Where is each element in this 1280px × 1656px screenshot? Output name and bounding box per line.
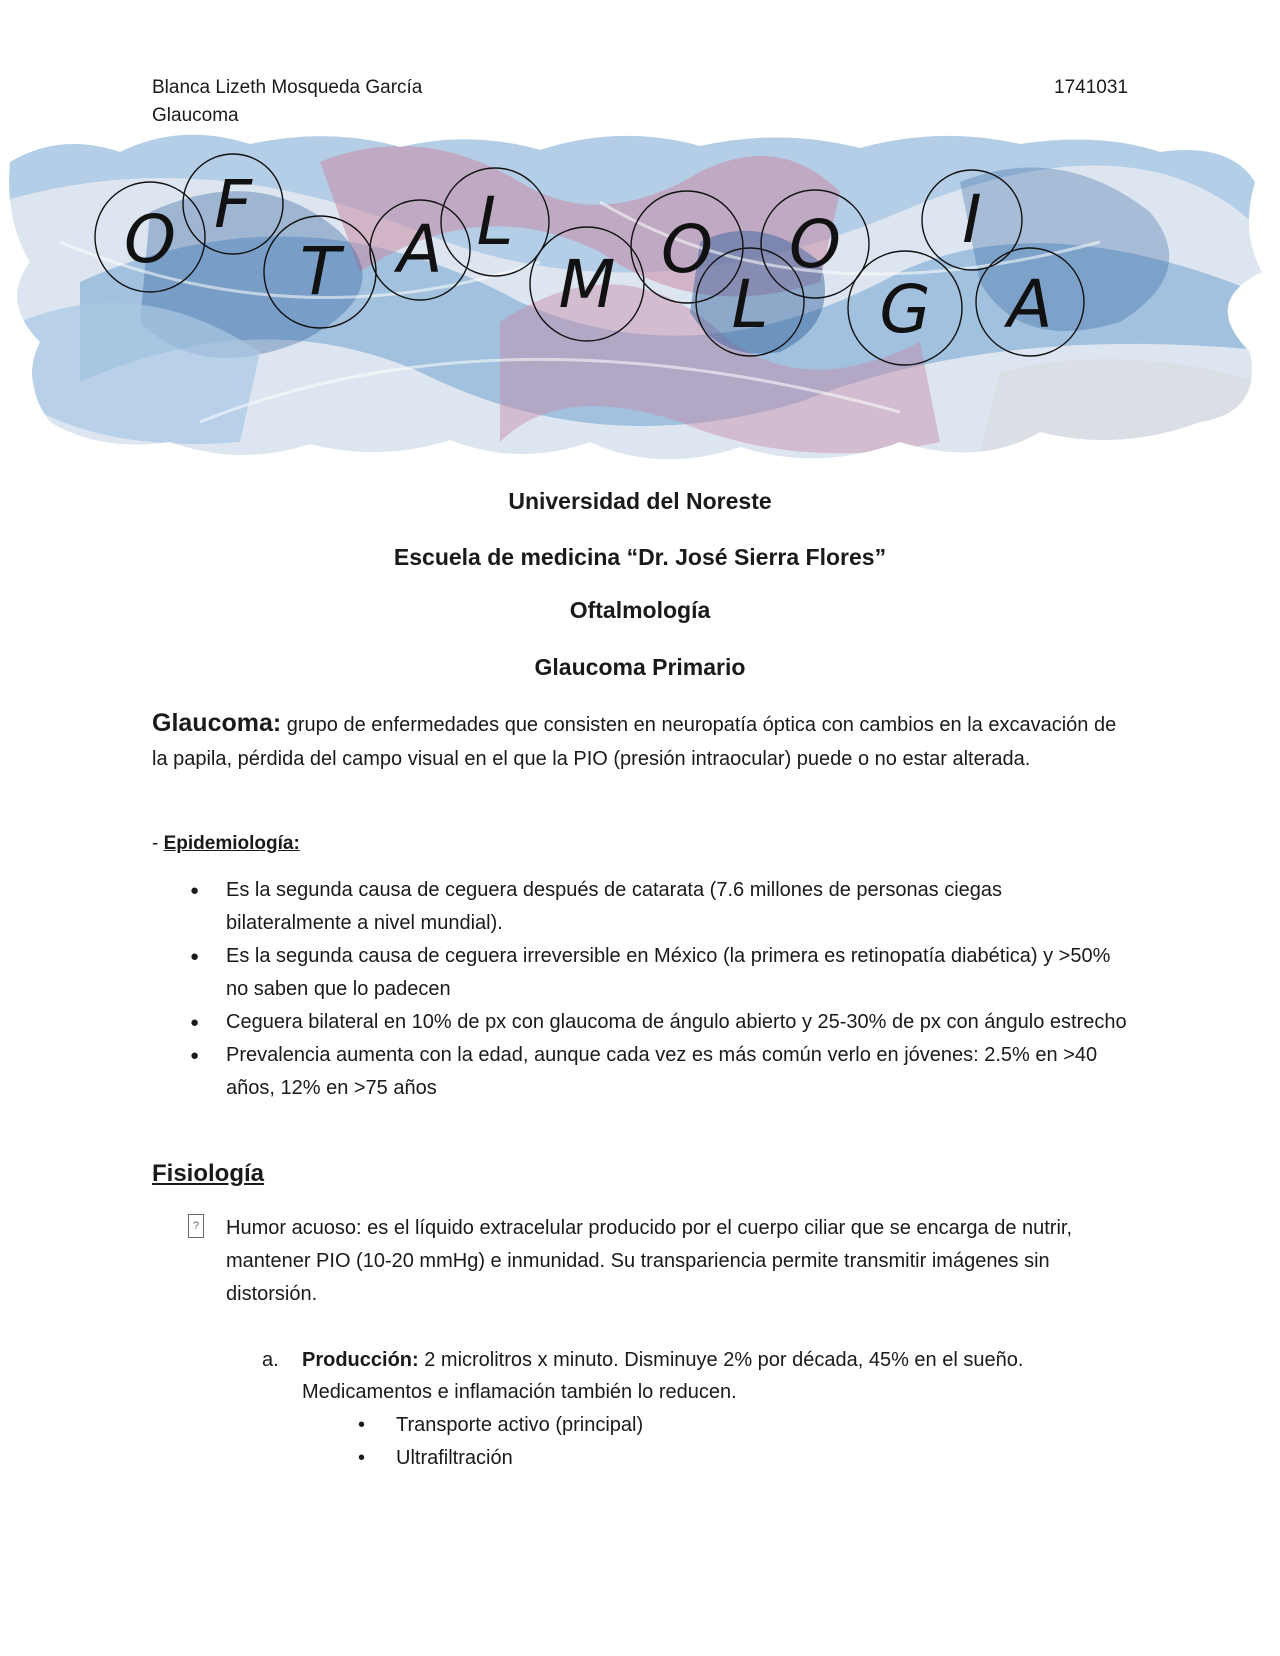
definition-text: grupo de enfermedades que consisten en neuropatía óptica con cambios en la excavación de la papila, pérdida del campo visual en el que la PIO (presión intraocular) puede o no estar alterada. <box>152 714 1117 770</box>
list-item <box>152 874 1132 940</box>
physiology-heading: Fisiología <box>152 1160 265 1187</box>
bullet-icon: ● <box>190 948 200 965</box>
subject-title: Oftalmología <box>569 597 711 623</box>
banner-letter-10: G <box>879 271 931 348</box>
epidemiology-item-text: Ceguera bilateral en 10% de px con glaucoma de ángulo abierto y 25-30% de px con ángulo estrecho <box>226 1011 1127 1033</box>
banner-letter-9: O <box>789 206 841 283</box>
epidemiology-heading <box>152 830 300 858</box>
banner-letter-1: O <box>124 201 176 278</box>
topic-title: Glaucoma Primario <box>534 654 746 680</box>
list-item <box>356 1442 643 1475</box>
bullet-icon: ● <box>190 882 200 899</box>
student-id: 1741031 <box>1054 77 1128 98</box>
epidemiology-prefix: - <box>152 833 164 854</box>
university-title: Universidad del Noreste <box>508 488 772 514</box>
epidemiology-item-text: Es la segunda causa de ceguera después de catarata (7.6 millones de personas ciegas bilateralmente a nivel mundial). <box>226 879 1003 934</box>
header-topic: Glaucoma <box>152 105 239 126</box>
list-item <box>152 1006 1132 1039</box>
banner-letter-5: L <box>476 183 514 260</box>
banner-letter-3: T <box>299 233 341 310</box>
production-sublist <box>356 1409 643 1475</box>
list-item <box>356 1409 643 1442</box>
missing-glyph-icon: ? <box>188 1214 204 1238</box>
production-item <box>262 1344 1122 1408</box>
banner-letter-4: A <box>397 211 443 288</box>
item-marker: a. <box>262 1349 279 1371</box>
banner-letter-2: F <box>214 166 252 243</box>
definition-term: Glaucoma: <box>152 709 282 737</box>
glaucoma-definition <box>152 706 1132 776</box>
banner-letter-8: L <box>731 266 769 343</box>
humor-acuoso-item <box>152 1212 1132 1311</box>
banner-letter-7: O <box>661 211 713 288</box>
author-name: Blanca Lizeth Mosqueda García <box>152 77 423 98</box>
humor-text: Humor acuoso: es el líquido extracelular producido por el cuerpo ciliar que se encarga de nutrir, mantener PIO (10-20 mmHg) e inmunidad. Su transpariencia permite transmitir imágenes sin distorsión. <box>226 1217 1073 1305</box>
epidemiology-item-text: Es la segunda causa de ceguera irreversible en México (la primera es retinopatía diabética) y >50% no saben que lo padecen <box>226 945 1111 1000</box>
school-title: Escuela de medicina “Dr. José Sierra Flores” <box>393 544 887 570</box>
production-subitem-text: Transporte activo (principal) <box>396 1414 644 1436</box>
oftalmologia-banner <box>0 122 1280 482</box>
list-item <box>152 940 1132 1006</box>
banner-letter-12: A <box>1007 266 1053 343</box>
bullet-icon: ● <box>190 1014 200 1031</box>
production-subitem-text: Ultrafiltración <box>396 1447 513 1469</box>
bullet-icon: ● <box>190 1047 200 1064</box>
bullet-icon: • <box>358 1414 366 1436</box>
production-text: 2 microlitros x minuto. Disminuye 2% por década, 45% en el sueño. Medicamentos e inflamación también lo reducen. <box>302 1349 1024 1403</box>
list-item <box>152 1039 1132 1105</box>
epidemiology-item-text: Prevalencia aumenta con la edad, aunque cada vez es más común verlo en jóvenes: 2.5% en >40 años, 12% en >75 años <box>226 1044 1098 1099</box>
epidemiology-list <box>152 874 1132 1105</box>
production-label: Producción: <box>302 1349 419 1371</box>
epidemiology-label: Epidemiología: <box>163 833 300 854</box>
banner-letter-6: M <box>558 246 616 323</box>
bullet-icon: • <box>358 1447 366 1469</box>
banner-letter-11: I <box>962 181 982 258</box>
